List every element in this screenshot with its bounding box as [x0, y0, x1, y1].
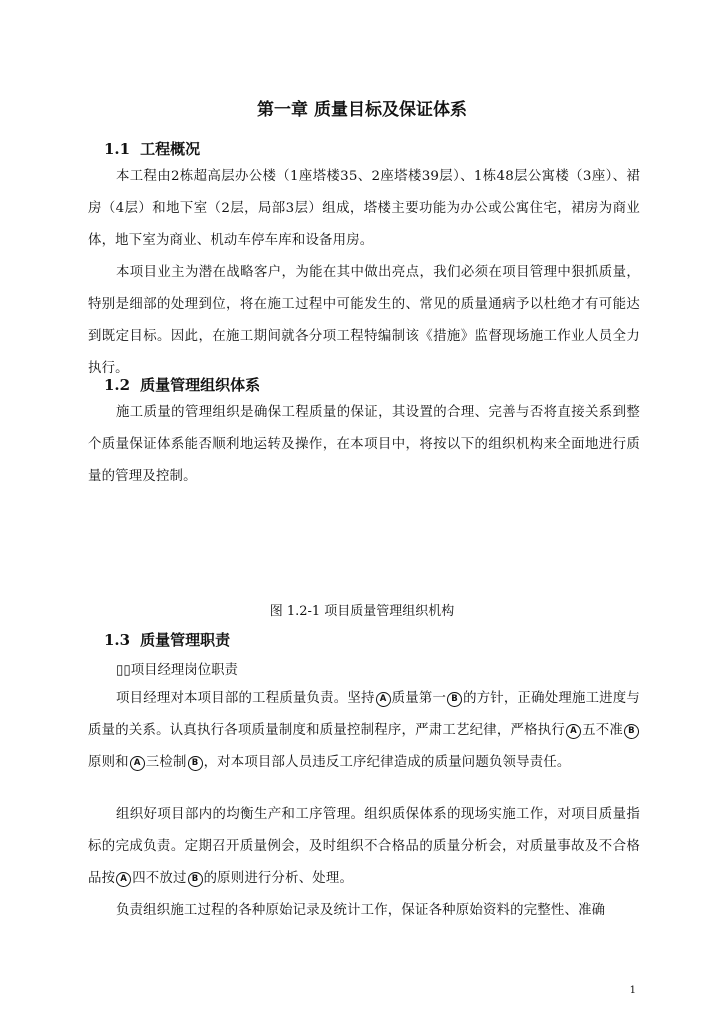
text-run: 五不准 [582, 723, 623, 738]
subheading-text: 项目经理岗位职责 [130, 663, 238, 678]
figure-caption: 图 1.2-1 项目质量管理组织机构 [269, 604, 455, 619]
paragraph-manager-duties-2 [88, 799, 640, 895]
text-run: 组织好项目部内的均衡生产和工序管理。组织质保体系的现场实施工作，对项目质量指标的完成负责。定期召开质量例会，及时组织不合格品的质量分析会，对质量事故及不合格品按 [88, 807, 640, 886]
text-run: 的方针，正确处理施工进度与质量的关系。认真执行各项质量制度和质量控制程序，严肃工艺纪律，严格执行 [88, 691, 640, 738]
close-quote-mark: B [188, 872, 203, 887]
section-number: 1.2 [104, 376, 131, 394]
text-run: 原则和 [88, 755, 129, 770]
text-run: 四不放过 [132, 871, 187, 886]
text-run: 三检制 [145, 755, 187, 770]
close-quote-mark: B [188, 756, 203, 771]
open-quote-mark: A [130, 756, 145, 771]
text-run: 的原则进行分析、处理。 [203, 871, 354, 886]
open-quote-mark: A [116, 872, 131, 887]
figure-placeholder [88, 495, 640, 590]
section-heading-1-2 [104, 374, 260, 395]
paragraph-manager-duties-3: 负责组织施工过程的各种原始记录及统计工作，保证各种原始资料的完整性、准确 [116, 903, 606, 918]
paragraph-manager-duties-1 [88, 683, 640, 779]
close-quote-mark: B [624, 724, 639, 739]
open-quote-mark: A [376, 692, 391, 707]
section-heading-1-3 [104, 629, 230, 650]
section-number: 1.1 [104, 140, 131, 158]
chapter-title: 第一章 质量目标及保证体系 [257, 100, 467, 120]
paragraph-project-overview: 本工程由2栋超高层办公楼（1座塔楼35、2座塔楼39层）、1栋48层公寓楼（3座）、裙房（4层）和地下室（2层，局部3层）组成，塔楼主要功能为办公或公寓住宅，裙房为商业体，地下室为商业、机动车停车库和设备用房。 [88, 169, 640, 248]
page-number: 1 [629, 985, 636, 996]
section-title: 工程概况 [140, 140, 201, 158]
section-title: 质量管理职责 [140, 631, 231, 649]
close-quote-mark: B [447, 692, 462, 707]
paragraph-quality-organization: 施工质量的管理组织是确保工程质量的保证，其设置的合理、完善与否将直接关系到整个质量保证体系能否顺利地运转及操作，在本项目中，将按以下的组织机构来全面地进行质量的管理及控制。 [88, 405, 640, 484]
open-quote-mark: A [566, 724, 581, 739]
section-title: 质量管理组织体系 [140, 376, 261, 394]
paragraph-owner-requirements: 本项目业主为潜在战略客户，为能在其中做出亮点，我们必须在项目管理中狠抓质量，特别是细部的处理到位，将在施工过程中可能发生的、常见的质量通病予以杜绝才有可能达到既定目标。因此，在施工期间就各分项工程特编制该《措施》监督现场施工作业人员全力执行。 [88, 265, 640, 376]
subheading-project-manager [116, 659, 238, 678]
section-number: 1.3 [104, 631, 131, 649]
text-run: 项目经理对本项目部的工程质量负责。坚持 [116, 691, 375, 706]
text-run: ，对本项目部人员违反工序纪律造成的质量问题负领导责任。 [203, 755, 571, 770]
text-run: 质量第一 [391, 691, 447, 706]
section-heading-1-1 [104, 138, 200, 159]
list-marker: ▯▯ [116, 663, 131, 678]
